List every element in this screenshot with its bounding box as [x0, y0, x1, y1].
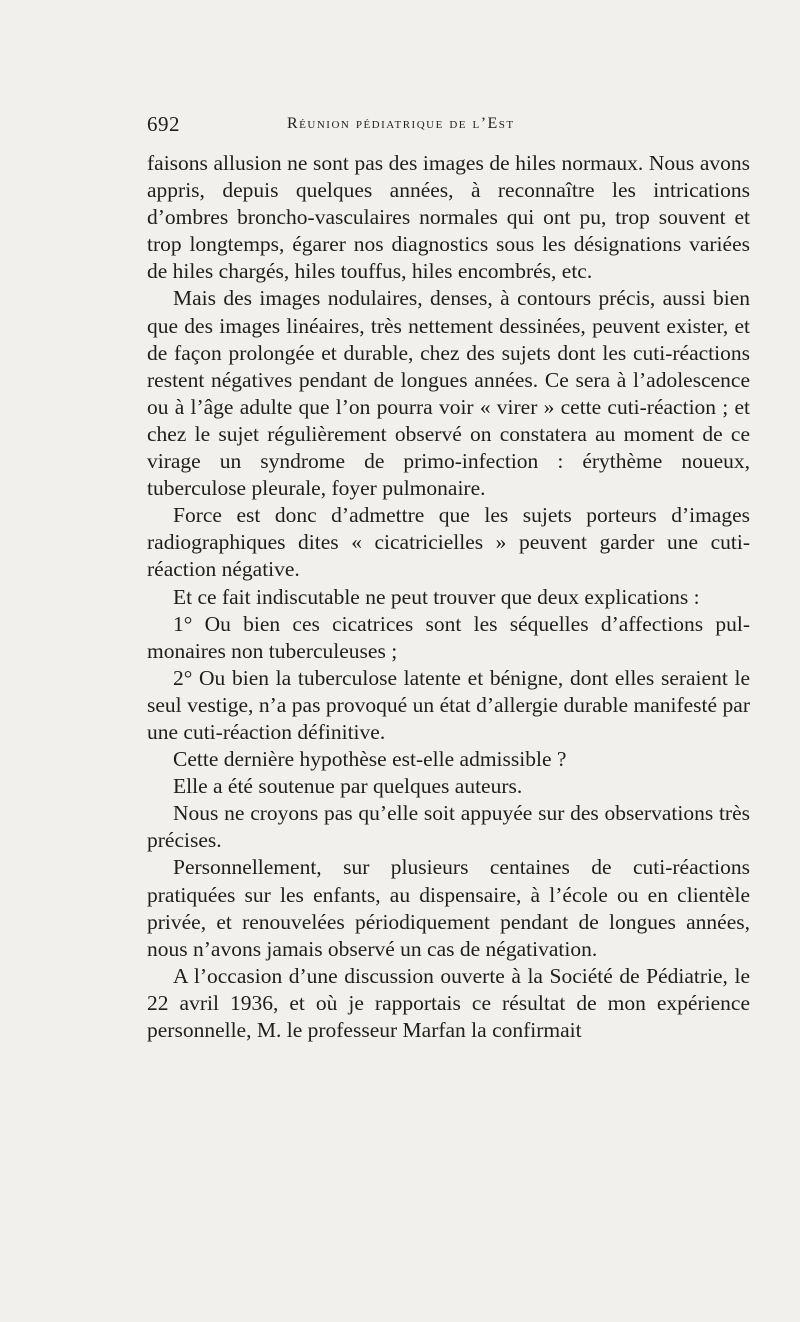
paragraph: Force est donc d’admettre que les sujets porteurs d’images radiographiques dites « cicatricielles » peuvent garder une cuti-réaction négative.: [147, 503, 750, 582]
running-title: Réunion pédiatrique de l’Est: [287, 115, 515, 132]
paragraph-continuation: faisons allusion ne sont pas des images de hiles normaux. Nous avons appris, depuis quelques années, à reconnaître les intrications d’ombres broncho-vasculaires normales qui ont pu, trop souvent et trop longtemps, égarer nos diagnostics sous les désignations variées de hiles chargés, hiles touffus, hiles encombrés, etc.: [147, 151, 750, 284]
paragraph: A l’occasion d’une discussion ouverte à la Société de Pédiatrie, le 22 avril 1936, et où je rapportais ce résultat de mon expérience personnelle, M. le professeur Marfan la confirmait: [147, 963, 750, 1042]
page-number: 692: [147, 112, 180, 136]
body-text: [147, 150, 750, 1044]
paragraph: Et ce fait indiscutable ne peut trouver que deux explications :: [173, 584, 700, 609]
paragraph: Cette dernière hypothèse est-elle admissible ?: [173, 747, 567, 772]
paragraph: Elle a été soutenue par quelques auteurs.: [173, 774, 523, 799]
paragraph: Nous ne croyons pas qu’elle soit appuyée sur des observations très précises.: [147, 801, 750, 853]
paragraph: Personnellement, sur plusieurs centaines de cuti-réactions pratiquées sur les enfants, au dispensaire, à l’école ou en clientèle privée, et renouvelées périodiquement pendant de longues années, nous n’avons jamais observé un cas de négativation.: [147, 855, 750, 961]
running-head: [147, 112, 747, 142]
paragraph: Mais des images nodulaires, denses, à contours précis, aussi bien que des images linéaires, très nettement dessinées, peuvent exister, et de façon prolongée et durable, chez des sujets dont les cuti-réactions restent négatives pendant de longues années. Ce sera à l’adolescence ou à l’âge adulte que l’on pourra voir « virer » cette cuti-réaction ; et chez le sujet régulièrement observé on constatera au moment de ce virage un syndrome de primo-infection : érythème noueux, tuberculose pleurale, foyer pulmonaire.: [147, 286, 750, 501]
paragraph-list-item-2: 2° Ou bien la tuberculose latente et bénigne, dont elles seraient le seul vestige, n’a pas provoqué un état d’allergie durable manifesté par une cuti-réaction définitive.: [147, 665, 750, 744]
paragraph-list-item-1: 1° Ou bien ces cicatrices sont les séquelles d’affections pulmonaires non tuberculeuses ;: [147, 611, 750, 663]
